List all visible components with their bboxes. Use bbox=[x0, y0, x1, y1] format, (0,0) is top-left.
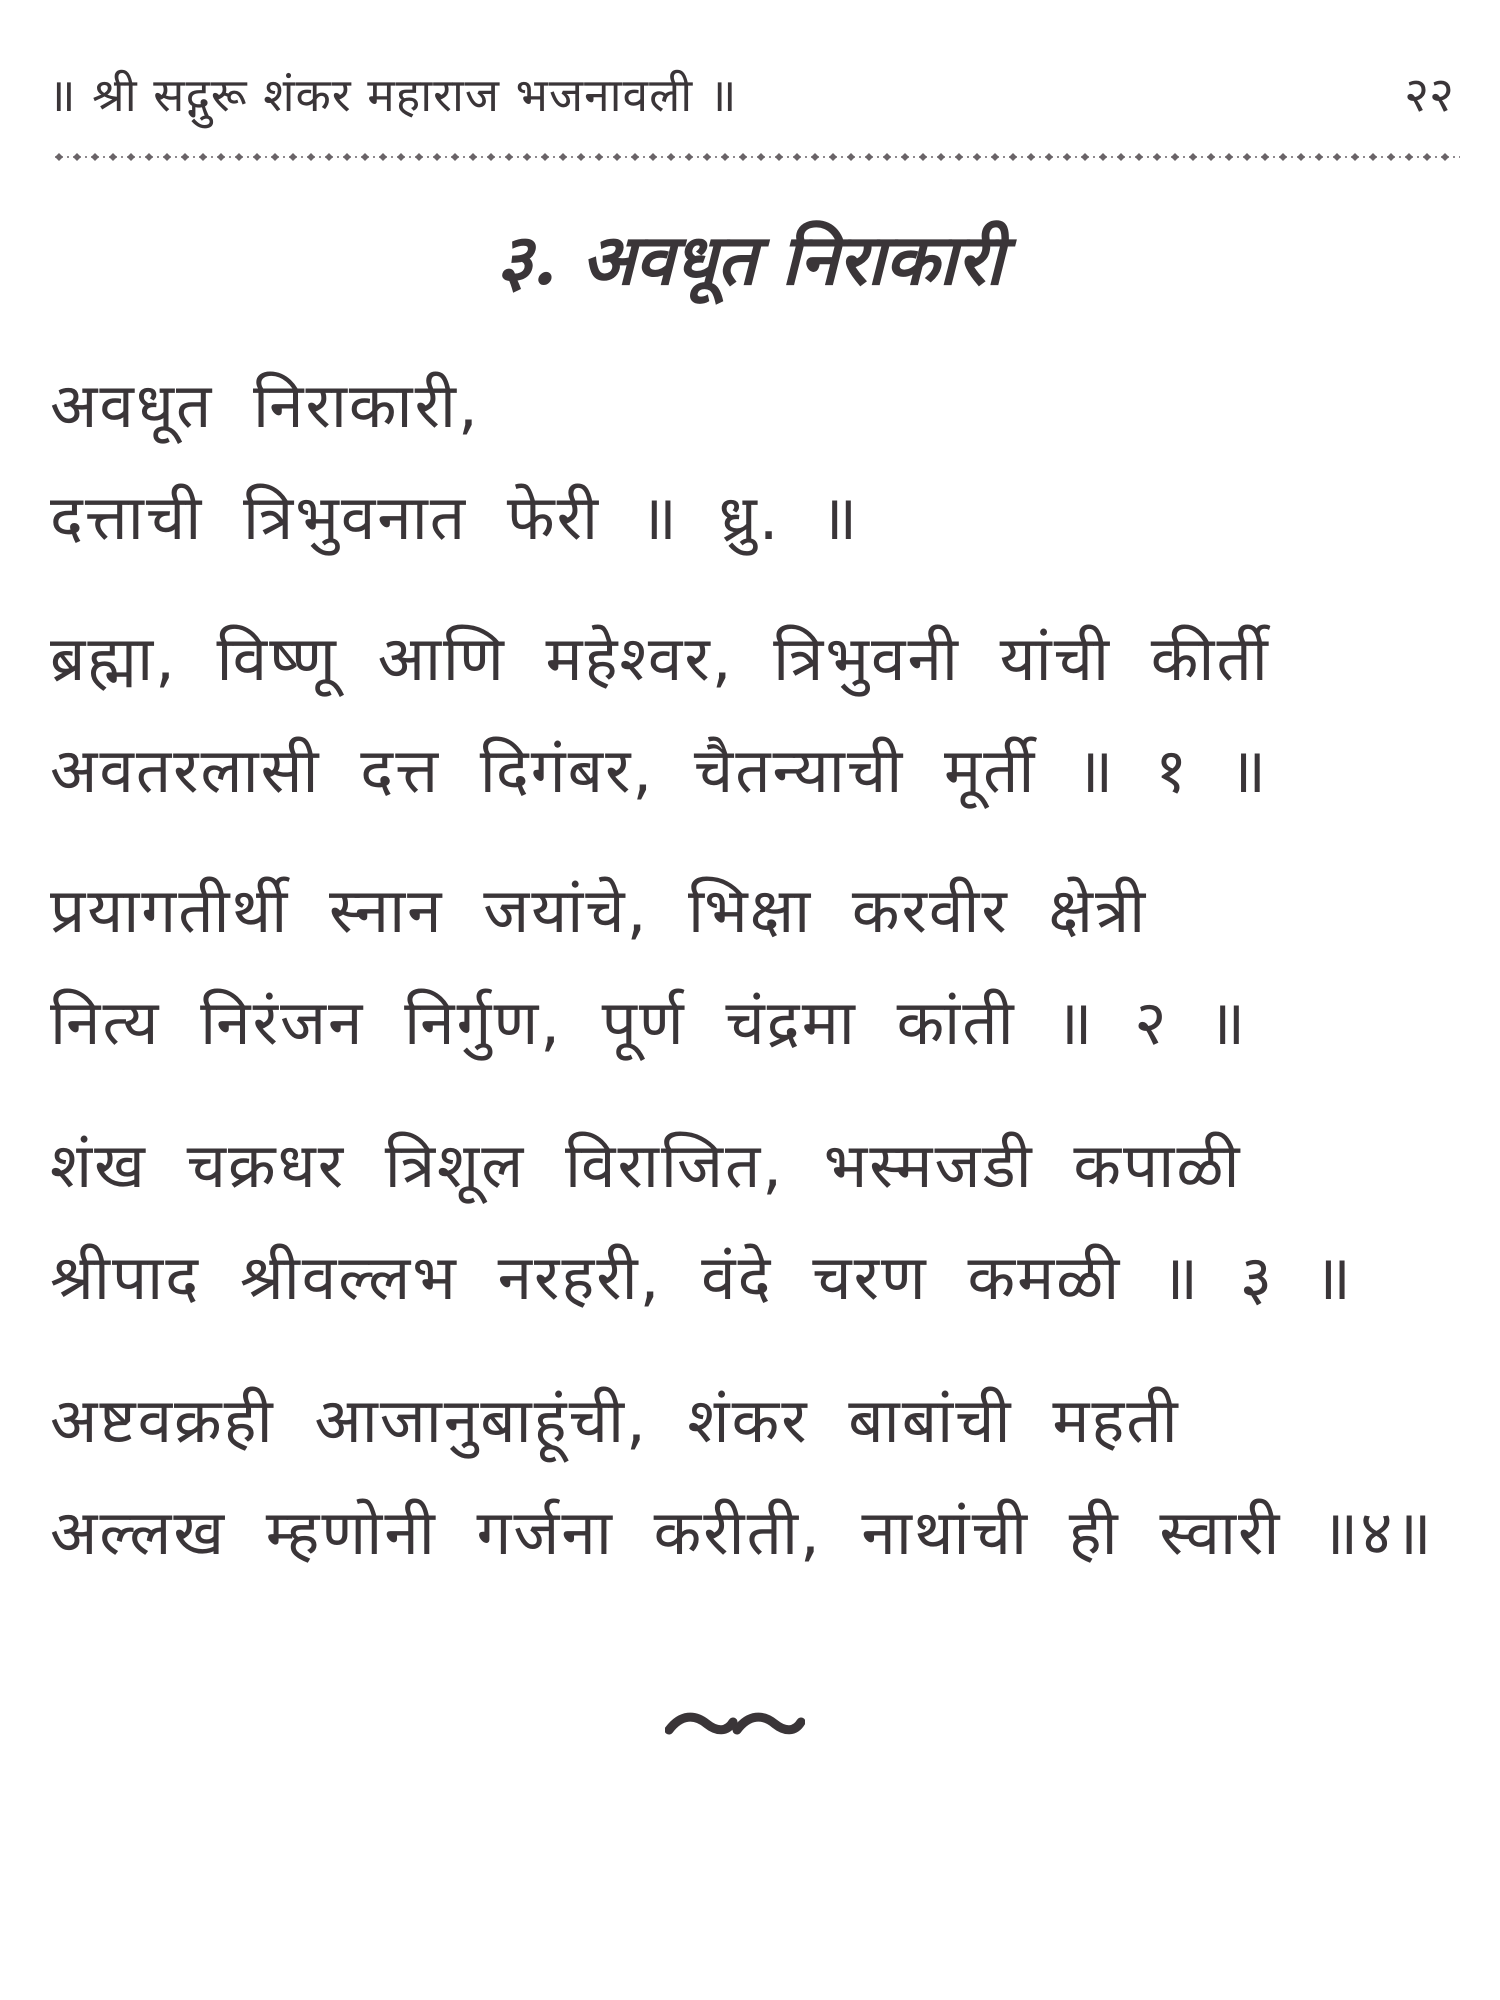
verse-line: ब्रह्मा, विष्णू आणि महेश्वर, त्रिभुवनी यांची कीर्ती bbox=[50, 622, 1270, 695]
verse-line: अवतरलासी दत्त दिगंबर, चैतन्याची मूर्ती ॥ १ ॥ bbox=[50, 734, 1269, 807]
verse-4 bbox=[50, 1365, 1460, 1589]
page-number: २२ bbox=[1404, 67, 1454, 123]
verse-3 bbox=[50, 1110, 1460, 1334]
verse-line: अष्टवक्रही आजानुबाहूंची, शंकर बाबांची महती bbox=[50, 1384, 1180, 1457]
book-title: ॥ श्री सद्गुरू शंकर महाराज भजनावली ॥ bbox=[48, 68, 738, 122]
dotted-divider bbox=[55, 150, 1460, 164]
verse-line: नित्य निरंजन निर्गुण, पूर्ण चंद्रमा कांती ॥ २ ॥ bbox=[50, 986, 1248, 1059]
refrain-line: अवधूत निराकारी, bbox=[50, 369, 480, 442]
verse-2 bbox=[50, 855, 1460, 1079]
refrain-line: दत्ताची त्रिभुवनात फेरी ॥ ध्रु. ॥ bbox=[50, 481, 860, 554]
page-header bbox=[40, 55, 1460, 135]
verse-line: प्रयागतीर्थी स्नान जयांचे, भिक्षा करवीर क्षेत्री bbox=[50, 874, 1148, 947]
verse-1 bbox=[50, 603, 1460, 827]
refrain bbox=[50, 350, 1460, 574]
verse-line: शंख चक्रधर त्रिशूल विराजित, भस्मजडी कपाळी bbox=[50, 1129, 1242, 1202]
song-title: ३. अवधूत निराकारी bbox=[496, 218, 1004, 301]
verse-line: श्रीपाद श्रीवल्लभ नरहरी, वंदे चरण कमळी ॥ ३ ॥ bbox=[50, 1241, 1353, 1314]
verse-line: अल्लख म्हणोनी गर्जना करीती, नाथांची ही स्वारी ॥४॥ bbox=[50, 1496, 1434, 1569]
tilde-swirl-icon bbox=[665, 1700, 805, 1750]
